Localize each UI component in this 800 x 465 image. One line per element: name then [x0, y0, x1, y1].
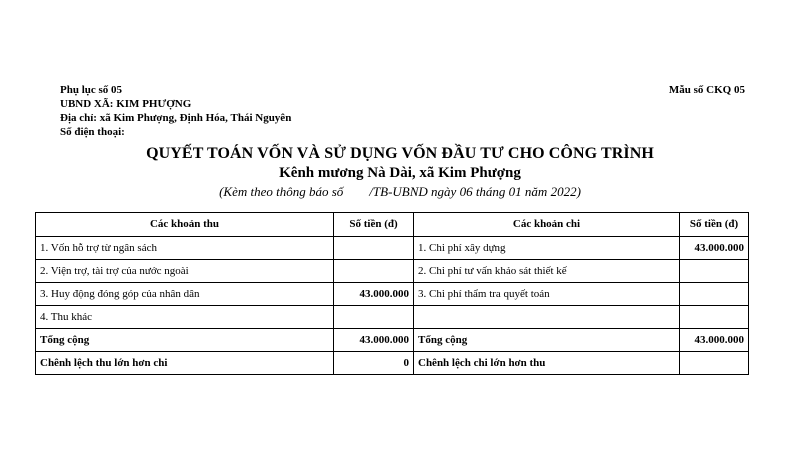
expense-amount: [680, 283, 749, 306]
expense-difference-label: Chênh lệch chi lớn hơn thu: [414, 352, 680, 375]
difference-row: [36, 352, 749, 375]
expense-items-header: Các khoản chi: [414, 213, 680, 237]
expense-total-label: Tổng cộng: [414, 329, 680, 352]
income-item: 3. Huy động đóng góp của nhân dân: [36, 283, 334, 306]
commune-name: UBND XÃ: KIM PHƯỢNG: [60, 98, 192, 110]
table-row: [36, 306, 749, 329]
expense-amount: 43.000.000: [680, 237, 749, 260]
header-info: [60, 83, 291, 139]
income-items-header: Các khoản thu: [36, 213, 334, 237]
table-row: [36, 260, 749, 283]
expense-difference-amount: [680, 352, 749, 375]
expense-amount: [680, 260, 749, 283]
phone-line: Số điện thoại:: [60, 126, 125, 138]
income-amount: 43.000.000: [334, 283, 414, 306]
income-amount: [334, 237, 414, 260]
expense-total-amount: 43.000.000: [680, 329, 749, 352]
table-row: [36, 237, 749, 260]
income-item: 2. Viện trợ, tài trợ của nước ngoài: [36, 260, 334, 283]
total-row: [36, 329, 749, 352]
income-difference-amount: 0: [334, 352, 414, 375]
expense-item: 3. Chi phí thẩm tra quyết toán: [414, 283, 680, 306]
income-total-amount: 43.000.000: [334, 329, 414, 352]
attachment-note: [0, 183, 800, 201]
income-amount: [334, 260, 414, 283]
income-item: 4. Thu khác: [36, 306, 334, 329]
document-title: QUYẾT TOÁN VỐN VÀ SỬ DỤNG VỐN ĐẦU TƯ CHO CÔNG TRÌNH: [146, 145, 654, 162]
form-code: Mẫu số CKQ 05: [668, 84, 745, 96]
address-line: Địa chỉ: xã Kim Phượng, Định Hóa, Thái Nguyên: [60, 112, 292, 124]
expense-item: [414, 306, 680, 329]
note-suffix: /TB-UBND ngày 06 tháng 01 năm 2022): [369, 184, 581, 199]
expense-item: 2. Chi phí tư vấn khảo sát thiết kế: [414, 260, 680, 283]
title-block: [0, 144, 800, 201]
expense-amount-header: Số tiền (đ): [680, 213, 749, 237]
note-prefix: (Kèm theo thông báo số: [219, 184, 344, 199]
settlement-table: [35, 212, 749, 375]
appendix-label: Phụ lục số 05: [60, 84, 123, 96]
table-header-row: [36, 213, 749, 237]
expense-item: 1. Chi phí xây dựng: [414, 237, 680, 260]
income-item: 1. Vốn hỗ trợ từ ngân sách: [36, 237, 334, 260]
table-row: [36, 283, 749, 306]
income-amount-header: Số tiền (đ): [334, 213, 414, 237]
project-name: Kênh mương Nà Dài, xã Kim Phượng: [279, 165, 521, 181]
expense-amount: [680, 306, 749, 329]
income-difference-label: Chênh lệch thu lớn hơn chi: [36, 352, 334, 375]
income-total-label: Tổng cộng: [36, 329, 334, 352]
income-amount: [334, 306, 414, 329]
